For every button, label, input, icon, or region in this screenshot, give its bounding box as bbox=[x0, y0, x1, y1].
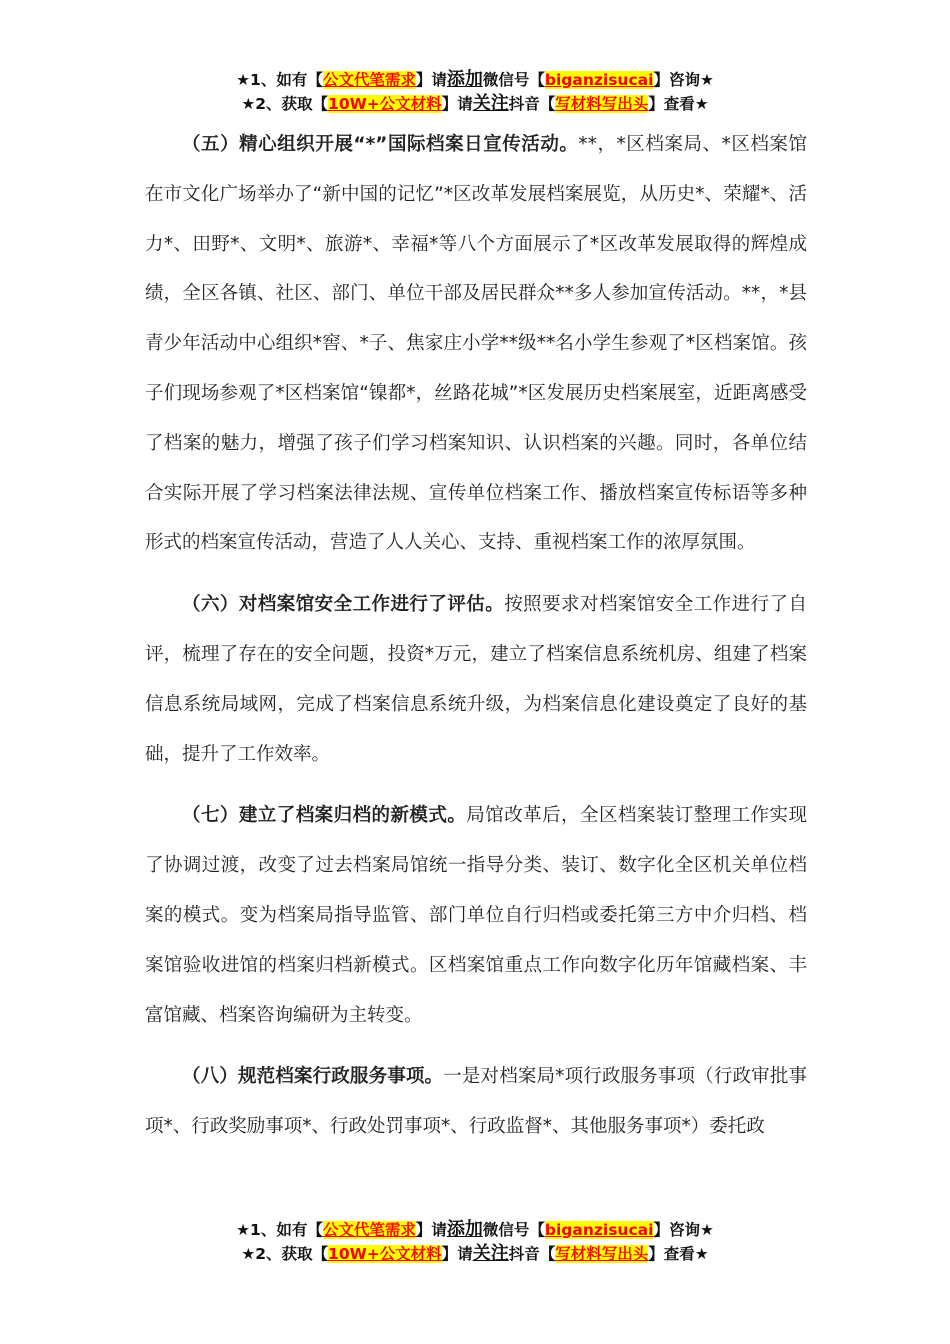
highlight-douyin: 写材料写出头 bbox=[555, 95, 649, 113]
banner-line-2: ★2、获取【10W+公文材料】请关注抖音【写材料写出头】查看★ bbox=[241, 1243, 709, 1264]
paragraph-text: 一是对档案局*项行政服务事项（行政审批事项*、行政奖励事项*、行政处罚事项*、行政监督*、其他服务事项*）委托政 bbox=[145, 1066, 807, 1138]
footer-banner bbox=[0, 1218, 950, 1266]
paragraph-heading: （六）对档案馆安全工作进行了评估。 bbox=[182, 594, 505, 616]
paragraph-5 bbox=[145, 120, 807, 568]
highlight-service: 公文代笔需求 bbox=[322, 1221, 416, 1239]
paragraph-heading: （七）建立了档案归档的新模式。 bbox=[182, 805, 467, 827]
paragraph-8 bbox=[145, 1052, 807, 1152]
highlight-service: 公文代笔需求 bbox=[322, 71, 416, 89]
highlight-wechat-id: biganzisucai bbox=[544, 71, 654, 89]
highlight-materials: 10W+公文材料 bbox=[328, 1245, 442, 1263]
paragraph-7 bbox=[145, 791, 807, 1040]
banner-line-2: ★2、获取【10W+公文材料】请关注抖音【写材料写出头】查看★ bbox=[241, 93, 709, 114]
paragraph-text: **，*区档案局、*区档案馆在市文化广场举办了“新中国的记忆”*区改革发展档案展览，从历史*、荣耀*、活力*、田野*、文明*、旅游*、幸福*等八个方面展示了*区改革发展取得的辉煌成绩，全区各镇、社区、部门、单位干部及居民群众**多人参加宣传活动。**，*县青少年活动中心组织*窖、*子、焦家庄小学**级**名小学生参观了*区档案馆。孩子们现场参观了*区档案馆“镍都*，丝路花城”*区发展历史档案展室，近距离感受了档案的魅力，增强了孩子们学习档案知识、认识档案的兴趣。同时，各单位结合实际开展了学习档案法律法规、宣传单位档案工作、播放档案宣传标语等多种形式的档案宣传活动，营造了人人关心、支持、重视档案工作的浓厚氛围。 bbox=[145, 134, 807, 554]
paragraph-heading: （五）精心组织开展“*”国际档案日宣传活动。 bbox=[182, 134, 579, 155]
highlight-wechat-id: biganzisucai bbox=[544, 1221, 654, 1239]
paragraph-heading: （八）规范档案行政服务事项。 bbox=[182, 1066, 444, 1088]
paragraph-text: 局馆改革后，全区档案装订整理工作实现了协调过渡，改变了过去档案局馆统一指导分类、装订、数字化全区机关单位档案的模式。变为档案局指导监管、部门单位自行归档或委托第三方中介归档、档案馆验收进馆的档案归档新模式。区档案馆重点工作向数字化历年馆藏档案、丰富馆藏、档案咨询编研为主转变。 bbox=[145, 805, 807, 1026]
highlight-materials: 10W+公文材料 bbox=[328, 95, 442, 113]
document-body bbox=[145, 120, 807, 1152]
paragraph-6 bbox=[145, 580, 807, 779]
header-banner bbox=[0, 68, 950, 116]
banner-line-1: ★1、如有【公文代笔需求】请添加微信号【biganzisucai】咨询★ bbox=[236, 69, 714, 90]
highlight-douyin: 写材料写出头 bbox=[555, 1245, 649, 1263]
paragraph-text: 按照要求对档案馆安全工作进行了自评，梳理了存在的安全问题，投资*万元，建立了档案信息系统机房、组建了档案信息系统局域网，完成了档案信息系统升级，为档案信息化建设奠定了良好的基础，提升了工作效率。 bbox=[145, 594, 807, 765]
banner-line-1: ★1、如有【公文代笔需求】请添加微信号【biganzisucai】咨询★ bbox=[236, 1219, 714, 1240]
